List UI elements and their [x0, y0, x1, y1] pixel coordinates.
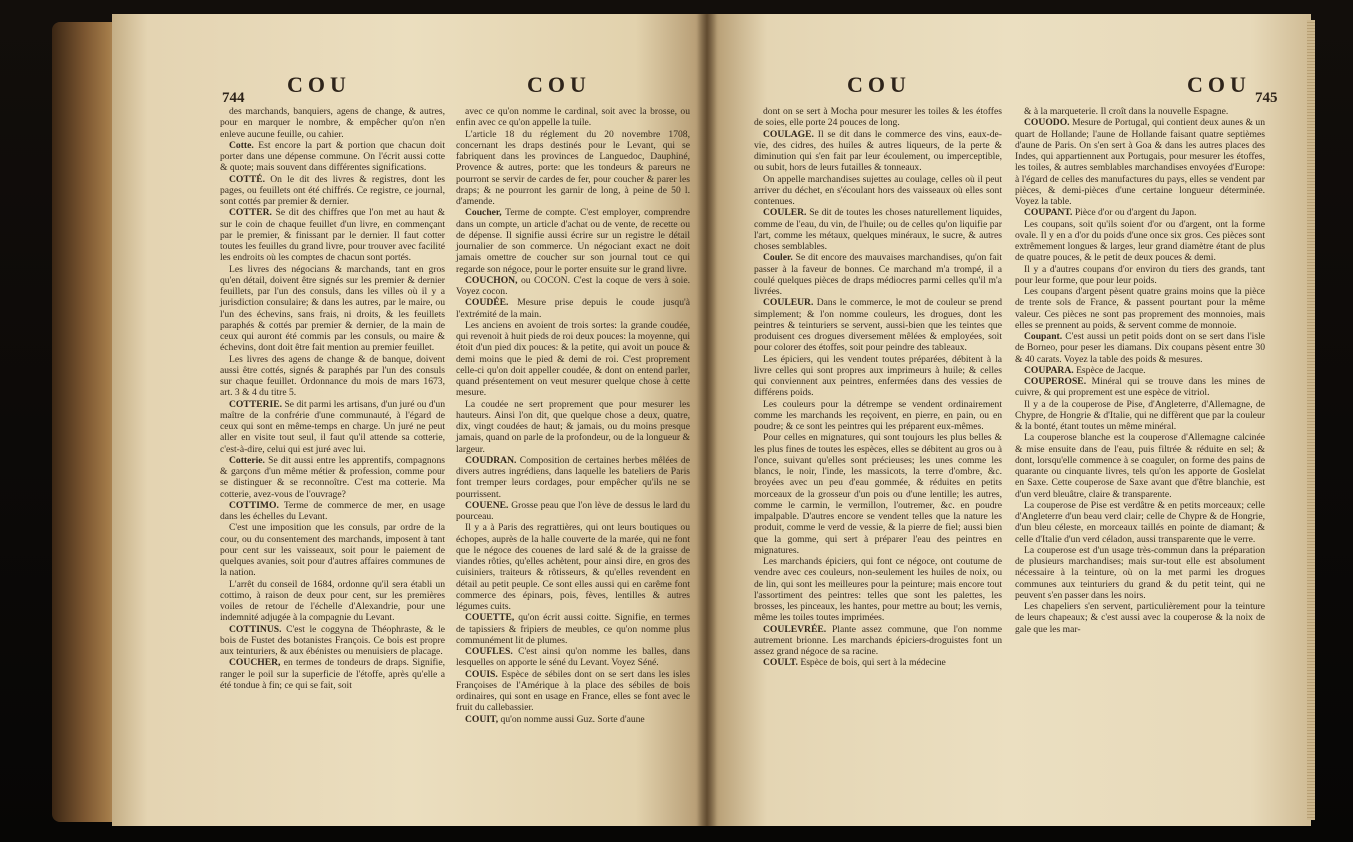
- book-edge-right: [1307, 20, 1315, 820]
- entry-text: Les coupans, soit qu'ils soient d'or ou d'argent, ont la forme ovale. Il y en a d'or du poids d'une once six gros. Ces pièces sont extrêmement longues & larges, leur grand diamètre étant de plus de quatre pouces, & le petit de deux pouces & demi.: [1015, 218, 1265, 264]
- entry-headword: COUENE.: [465, 499, 509, 511]
- entry-text: C'est aussi un petit poids dont on se sert dans l'isle de Borneo, pour peser les diamans. Dix coupans pèsent entre 30 & 40 carats. Voyez la table des poids & mesures.: [1015, 331, 1265, 365]
- paragraph: [1015, 331, 1265, 365]
- entry-text: Les coupans d'argent pèsent quatre grains moins que la pièce de trente sols de France, & passent pourtant pour la même valeur. Ces pièces ne sont pas proprement des monnoies, mais elles se prennent au poids, & servent comme de monnoie.: [1015, 286, 1265, 331]
- paragraph: [1015, 545, 1265, 601]
- entry-text: Les anciens en avoient de trois sortes: la grande coudée, qui revenoit à huit pieds de roi deux pouces: la moyenne, qui étoit d'un pied dix pouces: & la petite, qui avoit un pouce & demi moins que le pied & demi de roi. C'est proprement celle-ci qu'on doit appeller coudée, & dont on entend parler, quand présentement on veut mesurer quelque chose à cette mesure.: [456, 319, 690, 399]
- paragraph: [220, 579, 445, 624]
- entry-headword: COULEVRÉE.: [763, 623, 827, 635]
- paragraph: [220, 207, 445, 263]
- paragraph: [456, 455, 690, 500]
- paragraph: [456, 669, 690, 714]
- entry-text: Est encore la part & portion que chacun doit porter dans une dépense commune. On l'écrit aussi cotte & quote; mais souvent dans différentes significations.: [220, 139, 445, 174]
- entry-headword: COULAGE.: [763, 128, 814, 140]
- entry-text: avec ce qu'on nomme le cardinal, soit avec la brosse, ou enfin avec ce qu'on appelle la tuile.: [456, 106, 690, 129]
- entry-text: Terme de compte. C'est employer, comprendre dans un compte, un article d'achat ou de vente, de recette ou de dépense. Il signifie aussi écrire sur un registre le détail journalier de son commerce. Un négociant exact ne doit jamais omettre de coucher sur son journal tout ce qui regarde son négoce, pour le porter ensuite sur le grand livre.: [456, 207, 690, 275]
- entry-text: On le dit des livres & registres, dont les pages, ou feuillets ont été chiffrés. Ce registre, ce journal, sont cottés par premier & dernier.: [220, 173, 445, 207]
- paragraph: [220, 455, 445, 500]
- paragraph: [1015, 500, 1265, 545]
- paragraph: [456, 500, 690, 523]
- entry-text: des marchands, banquiers, agens de change, & autres, pour en marquer le nombre, & empêcher qu'on n'en enleve aucune feuille, ou cahier.: [220, 106, 445, 140]
- paragraph: [1015, 117, 1265, 207]
- paragraph: [220, 354, 445, 399]
- paragraph: [754, 174, 1002, 208]
- entry-text: en termes de tondeurs de draps. Signifie, ranger le poil sur la superficie de l'étoffe, après qu'elle a été tondue à fin; ce qui se fait, soit: [220, 657, 445, 691]
- paragraph: [1015, 399, 1265, 433]
- page-number-left: 744: [222, 90, 245, 106]
- entry-headword: COUDÉE.: [465, 297, 509, 309]
- entry-headword: COULT.: [763, 657, 798, 669]
- entry-text: On appelle marchandises sujettes au coulage, celles où il peut arriver du déchet, en s'écoulant hors des vaisseaux où elles sont contenues.: [754, 173, 1002, 207]
- entry-headword: COUCHER,: [229, 657, 281, 669]
- paragraph: [1015, 376, 1265, 399]
- paragraph: [754, 556, 1002, 624]
- paragraph: [456, 646, 690, 669]
- paragraph: [456, 106, 690, 129]
- entry-text: C'est une imposition que les consuls, par ordre de la cour, ou du consentement des marchands, imposent à tant pour cent sur les vaisseaux, soit pour le paiement de quelques avanies, soit pour d'autres affaires communes de la nation.: [220, 522, 445, 579]
- entry-text: Grosse peau que l'on lève de dessus le lard du pourceau.: [456, 499, 690, 522]
- running-head-left: COU: [287, 72, 351, 97]
- entry-headword: COUETTE,: [465, 612, 515, 624]
- paragraph: [456, 522, 690, 612]
- book-gutter: [697, 14, 717, 826]
- entry-headword: COTTIMO.: [229, 499, 279, 511]
- right-column-1: [754, 106, 1002, 669]
- paragraph: [456, 275, 690, 298]
- entry-text: La couperose de Pise est verdâtre & en petits morceaux; celle d'Angleterre d'un beau verd clair; celle de Chypre & de Hongrie, d'un bleu céleste, en morceaux taillés en pointe de diamant; & celle d'Italie d'un verd céladon, aussi transparente que le verre.: [1015, 499, 1265, 545]
- entry-text: Minéral qui se trouve dans les mines de cuivre, & qui proprement est une espèce de vitriol.: [1015, 376, 1265, 399]
- paragraph: [754, 207, 1002, 252]
- entry-text: Composition de certaines herbes mêlées de divers autres ingrédiens, dans laquelle les bateliers de Paris font tremper leurs cordages, pour empêcher qu'ils ne se pourrissent.: [456, 454, 690, 500]
- paragraph: [754, 399, 1002, 433]
- paragraph: [1015, 601, 1265, 635]
- entry-text: Se dit parmi les artisans, d'un juré ou d'un maître de la confrérie d'une communauté, à l'égard de ceux qui sont en même-temps en charge. Un juré ne peut aller en visite tout seul, il faut qu'il attende sa cotterie, c'est-à-dire, celui qui est juré avec lui.: [220, 398, 445, 455]
- entry-headword: Cotterie.: [229, 454, 265, 466]
- paragraph: [1015, 264, 1265, 287]
- right-page: [707, 14, 1311, 826]
- paragraph: [1015, 432, 1265, 500]
- entry-headword: COUPEROSE.: [1024, 376, 1087, 387]
- entry-text: Espèce de sébiles dont on se sert dans les isles Françoises de l'Amérique à la place des sébiles de bois ordinaires, qui sont en usage en France, elles se font avec le fruit du callebassier.: [456, 668, 690, 714]
- entry-text: Il se dit dans le commerce des vins, eaux-de-vie, des cidres, des huiles & autres liqueurs, de la perte & diminution qui s'en fait par leur écoulement, ou imperceptible, ou subit, hors de leurs futailles & tonneaux.: [754, 128, 1002, 174]
- paragraph: [456, 399, 690, 455]
- paragraph: [220, 174, 445, 208]
- paragraph: [754, 297, 1002, 353]
- running-head-center-left: COU: [527, 72, 591, 97]
- entry-text: Les livres des agens de change & de banque, doivent aussi être cottés, signés & paraphés par l'un des consuls sur chaque feuillet. Ordonnance du mois de mars 1673, art. 3 & 4 du titre 5.: [220, 353, 445, 399]
- page-number-right: 745: [1255, 90, 1278, 106]
- entry-text: Se dit de toutes les choses naturellement liquides, comme de l'eau, du vin, de l'huile; ou de celles qu'on liquifie par l'art, comme les métaux, quelques minéraux, le sucre, & autres choses semblables.: [754, 207, 1002, 252]
- entry-text: Les livres des négocians & marchands, tant en gros qu'en détail, doivent être signés sur les premier & dernier feuillets, par l'un des consuls, dans les villes où il y a jurisdiction consulaire; & dans les autres, par le maire, ou l'un des échevins, sans frais, ni droits, & les feuillets paraphés & cottés par premier & dernier, de la main de ceux qui auront été commis par les consuls, ou maire & échevins, dont doit être fait mention au premier feuillet.: [220, 263, 445, 354]
- paragraph: [220, 140, 445, 174]
- paragraph: [754, 106, 1002, 129]
- paragraph: [754, 354, 1002, 399]
- entry-headword: Couler.: [763, 252, 793, 264]
- entry-text: L'arrêt du conseil de 1684, ordonne qu'il sera établi un cottimo, à raison de deux pour cent, sur les premières voiles de retour de l'échelle d'Alexandrie, pour une indemnité adjugée à la compagnie du Levant.: [220, 578, 445, 624]
- entry-text: Les couleurs pour la détrempe se vendent ordinairement comme les marchands les reçoivent, en pierre, en pain, ou en poudre; & ce sont les peintres qui les préparent eux-mêmes.: [754, 398, 1002, 432]
- right-column-2: [1015, 106, 1265, 635]
- entry-text: Il y a à Paris des regrattières, qui ont leurs boutiques ou échopes, auprès de la halle couverte de la marée, qui ne font que le négoce des couenes de lard salé & de la graisse de viandes rôties, qu'elles achètent, pour ainsi dire, en gros des cuisiniers, traiteurs & rôtisseurs, & qu'elles revendent en détail au petit peuple. Ce sont elles aussi qui en carême font commerce des épinars, pois, fèves, lentilles & autres légumes cuits.: [456, 522, 690, 612]
- entry-text: La couperose blanche est la couperose d'Allemagne calcinée & mise ensuite dans de l'eau, puis filtrée & réduite en sel; & dont, lorsqu'elle commence à se coaguler, on forme des pains de quarante ou cinquante livres, tels qu'on les apporte de Goslelat en Saxe. Cette couperose de Saxe avant que d'être blanchie, est d'un verd bleuâtre, claire & transparente.: [1015, 432, 1265, 500]
- paragraph: [1015, 365, 1265, 376]
- entry-text: Les épiciers, qui les vendent toutes préparées, débitent à la livre celles qui sont propres aux imprimeurs à huile; & celles qui conviennent aux peintres, enfermées dans des vessies de différens poids.: [754, 353, 1002, 399]
- paragraph: [754, 432, 1002, 556]
- left-column-1: [220, 106, 445, 691]
- entry-headword: COTTÉ.: [229, 173, 265, 185]
- entry-headword: COTTERIE.: [229, 398, 283, 410]
- entry-text: Pièce d'or ou d'argent du Japon.: [1074, 207, 1197, 219]
- entry-text: Il y a d'autres coupans d'or environ du tiers des grands, tant pour leur forme, que pour leur poids.: [1015, 263, 1265, 286]
- entry-headword: COUIS.: [465, 668, 498, 680]
- entry-text: C'est ainsi qu'on nomme les balles, dans lesquelles on apporte le séné du Levant. Voyez Séné.: [456, 646, 690, 669]
- entry-headword: COUDRAN.: [465, 454, 517, 466]
- entry-headword: COTTER.: [229, 207, 272, 219]
- entry-text: Terme de commerce de mer, en usage dans les échelles du Levant.: [220, 499, 445, 522]
- entry-text: Les chapeliers s'en servent, particulièrement pour la teinture de leurs chapeaux; & c'est aussi avec la couperose & la noix de gale que les mar-: [1015, 601, 1265, 635]
- paragraph: [1015, 219, 1265, 264]
- entry-headword: COUPANT.: [1024, 207, 1073, 219]
- paragraph: [456, 207, 690, 275]
- entry-text: Plante assez commune, que l'on nomme autrement brionne. Les marchands épiciers-droguistes font un assez grand négoce de sa racine.: [754, 623, 1002, 657]
- entry-headword: COUIT,: [465, 713, 499, 725]
- paragraph: [220, 264, 445, 354]
- paragraph: [754, 657, 1002, 668]
- entry-headword: COUFLES.: [465, 646, 513, 657]
- entry-headword: Coupant.: [1024, 331, 1063, 342]
- entry-text: Mesure prise depuis le coude jusqu'à l'extrémité de la main.: [456, 297, 690, 320]
- entry-text: Mesure de Portugal, qui contient deux aunes & un quart de Hollande; l'aune de Hollande faisant quatre septièmes d'aune de Paris. On s'en sert à Goa & dans les autres places des Indes, qui appartiennent aux Portugais, pour mesurer les étoffes, les toiles, & autres semblables marchandises envoyées d'Europe: à l'égard de celles des manufactures du pays, elles se vendent par pièces, & demi-pièces d'une certaine longueur déterminée. Voyez la table.: [1015, 117, 1265, 207]
- entry-text: & à la marqueterie. Il croît dans la nouvelle Espagne.: [1024, 106, 1229, 117]
- entry-text: La coudée ne sert proprement que pour mesurer les hauteurs. Ainsi l'on dit, que quelque chose a deux, quatre, dix, vingt coudées de haut; & jamais, ou du moins presque jamais, quand on parle de la profondeur, ou de la longueur & largeur.: [456, 398, 690, 455]
- entry-headword: COTTINUS.: [229, 623, 282, 635]
- paragraph: [456, 320, 690, 399]
- entry-text: Il y a de la couperose de Pise, d'Angleterre, d'Allemagne, de Chypre, de Hongrie & d'Italie, qui ne diffèrent que par la couleur & la bonté, étant toutes un même minéral.: [1015, 398, 1265, 432]
- entry-text: C'est le coggyna de Théophraste, & le bois de Fustet des botanistes François. Ce bois est propre aux teinturiers, & aux ébénistes ou menuisiers de placage.: [220, 623, 445, 657]
- entry-text: qu'on nomme aussi Guz. Sorte d'aune: [500, 713, 645, 725]
- entry-text: Les marchands épiciers, qui font ce négoce, ont coutume de vendre avec ces couleurs, non-seulement les huiles de noix, ou de lin, qui sont les meilleures pour la peinture; mais encore tout l'assortiment des peintres: telles que sont les palettes, les brosses, les pinceaux, les hantes, pour mettre au bout; les vernis, même les toiles toutes imprimées.: [754, 556, 1002, 624]
- entry-headword: COUCHON,: [465, 274, 518, 286]
- paragraph: [754, 252, 1002, 297]
- entry-text: Espèce de bois, qui sert à la médecine: [800, 657, 946, 669]
- entry-text: Se dit aussi entre les apprentifs, compagnons & garçons d'un même métier & profession, comme pour se distinguer & se reconnoître. C'est ma cotterie. Ma cotterie, avez-vous de l'ouvrage?: [220, 454, 445, 500]
- running-head-right: COU: [1187, 72, 1251, 97]
- left-column-2: [456, 106, 690, 725]
- entry-headword: COULEUR.: [763, 297, 814, 309]
- paragraph: [456, 297, 690, 320]
- paragraph: [220, 624, 445, 658]
- entry-text: Se dit encore des mauvaises marchandises, qu'on fait passer à la faveur de bonnes. Ce marchand m'a trompé, il a coulé quelques pièces de draps médiocres parmi celles qu'il m'a livrées.: [754, 252, 1002, 297]
- paragraph: [456, 714, 690, 725]
- paragraph: [456, 129, 690, 208]
- paragraph: [1015, 106, 1265, 117]
- entry-headword: COULER.: [763, 207, 807, 219]
- entry-text: ou COCON. C'est la coque de vers à soie. Voyez cocon.: [456, 274, 690, 297]
- entry-text: Se dit des chiffres que l'on met au haut & sur le coin de chaque feuillet d'un livre, en commençant par le premier, & finissant par le dernier. Il faut cotter toutes les feuilles du grand livre, pour trouver avec facilité les endroits où les comptes de chacun sont portés.: [220, 207, 445, 264]
- paragraph: [220, 106, 445, 140]
- paragraph: [456, 612, 690, 646]
- entry-headword: Cotte.: [229, 139, 254, 151]
- entry-headword: COUPARA.: [1024, 364, 1074, 376]
- running-head-center-right: COU: [847, 72, 911, 97]
- entry-text: Espèce de Jacque.: [1076, 364, 1146, 376]
- left-page: [112, 14, 707, 826]
- paragraph: [1015, 207, 1265, 218]
- paragraph: [754, 624, 1002, 658]
- entry-text: dont on se sert à Mocha pour mesurer les toiles & les étoffes de soies, elle porte 24 pouces de long.: [754, 106, 1002, 129]
- entry-text: L'article 18 du réglement du 20 novembre 1708, concernant les draps destinés pour le Levant, qui se fabriquent dans les provinces de Languedoc, Dauphiné, Provence & autres, porte: que les tondeurs & pareurs ne pourront se servir de cardes de fer, pour coucher & parer les draps; & ne pourront les garnir de long, à peine de 50 l. d'amende.: [456, 128, 690, 207]
- entry-text: qu'on écrit aussi coitte. Signifie, en termes de tapissiers & fripiers de meubles, ce qu'on nomme plus communément lit de plumes.: [456, 612, 690, 646]
- entry-text: La couperose est d'un usage très-commun dans la préparation de plusieurs marchandises; mais sur-tout elle est absolument nécessaire à la teinture, où on la met parmi les drogues communes aux teinturiers du grand & du petit teint, qui ne peuvent s'en passer dans les noirs.: [1015, 544, 1265, 601]
- paragraph: [754, 129, 1002, 174]
- paragraph: [220, 500, 445, 523]
- entry-text: Dans le commerce, le mot de couleur se prend simplement; & l'on nomme couleurs, les drogues, dont les peintres & teinturiers se servent, aussi-bien que les teintes que produisent ces drogues diversement mêlées & employées, soit pour colorer des étoffes, soit pour peindre des tableaux.: [754, 297, 1002, 354]
- entry-headword: COUODO.: [1024, 117, 1070, 129]
- paragraph: [220, 657, 445, 691]
- paragraph: [1015, 286, 1265, 331]
- paragraph: [220, 399, 445, 455]
- entry-text: Pour celles en mignatures, qui sont toujours les plus belles & les plus fines de toutes les espèces, elles se débitent au gros ou à l'once, suivant qu'elles sont précieuses; les unes comme les blancs, le noir, l'inde, les massicots, la terre d'ombre, &c. broyées avec un peu d'eau gommée, & réduites en petits morceaux de la grosseur d'un pois ou d'une lentille; les autres, comme le carmin, le vermillon, l'outremer, &c. en poudre impalpable. D'autres encore se vendent telles que la nature les produit, comme le verd de vessie, & la pierre de fiel; aussi bien que la gomme, qui sert à préparer l'eau des peintres en mignatures.: [754, 432, 1002, 556]
- entry-headword: Coucher,: [465, 207, 502, 219]
- paragraph: [220, 522, 445, 578]
